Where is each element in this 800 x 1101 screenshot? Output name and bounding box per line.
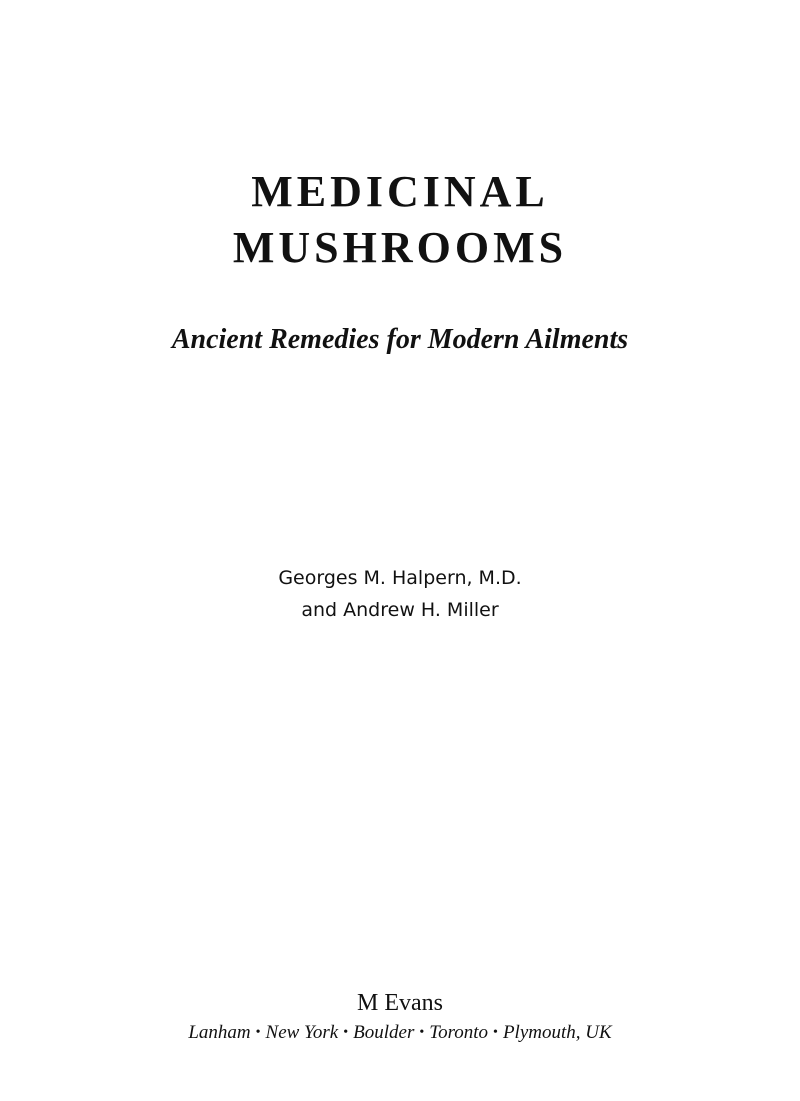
location-plymouth: Plymouth, UK	[502, 1022, 612, 1043]
location-toronto: Toronto	[429, 1022, 489, 1043]
author-line-1: Georges M. Halpern, M.D.	[278, 567, 522, 589]
publisher-locations	[0, 1022, 800, 1044]
separator-bullet: •	[343, 1025, 349, 1040]
separator-bullet: •	[255, 1025, 261, 1040]
book-subtitle: Ancient Remedies for Modern Ailments	[171, 324, 629, 355]
title-line-2: MUSHROOMS	[232, 223, 568, 272]
location-lanham: Lanham	[188, 1022, 251, 1043]
title-line-1: MEDICINAL	[251, 167, 549, 216]
separator-bullet: •	[419, 1025, 425, 1040]
book-title	[0, 164, 800, 276]
location-boulder: Boulder	[353, 1022, 415, 1043]
separator-bullet: •	[493, 1025, 498, 1040]
authors	[0, 562, 800, 626]
location-new-york: New York	[265, 1022, 339, 1043]
author-line-2: and Andrew H. Miller	[301, 599, 499, 621]
publisher-name: M Evans	[357, 990, 443, 1016]
